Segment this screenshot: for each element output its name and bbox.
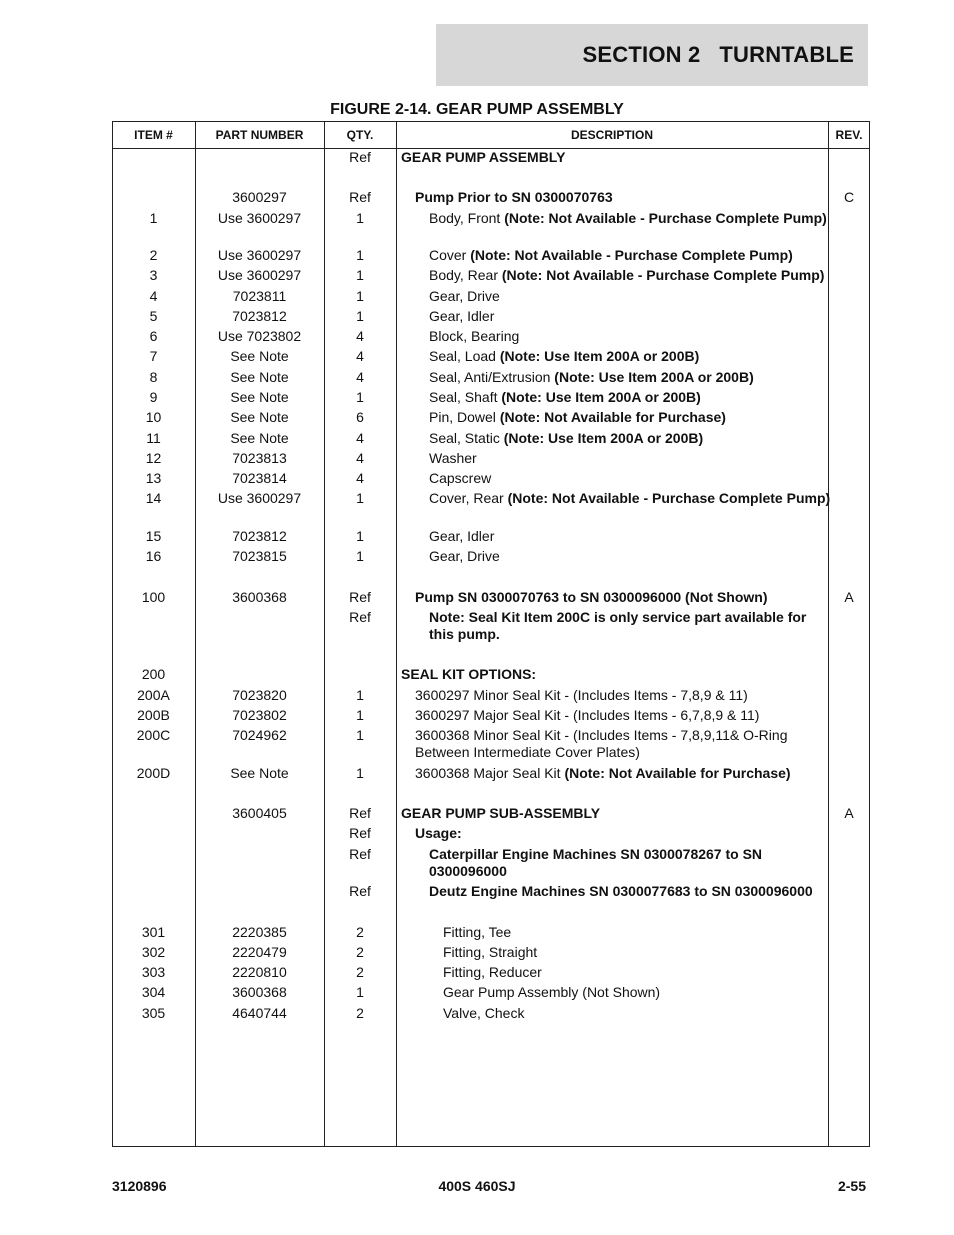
description: [429, 267, 831, 284]
part-number: 7023811: [232, 288, 287, 304]
item-number: 1: [149, 210, 158, 226]
description-text: SEAL KIT OPTIONS:: [401, 666, 537, 682]
item-number: 200C: [136, 727, 171, 743]
part-number: Use 7023802: [217, 328, 302, 344]
part-number: Use 3600297: [217, 267, 302, 283]
part-number: Use 3600297: [217, 490, 302, 506]
description-text: Usage:: [415, 825, 462, 841]
description: [429, 288, 831, 305]
quantity: Ref: [349, 805, 371, 821]
item-number: 305: [141, 1005, 166, 1021]
description-text: 3600368 Major Seal Kit: [415, 765, 565, 781]
description-text: Body, Front: [429, 210, 505, 226]
description-text: Gear, Idler: [429, 528, 495, 544]
description: [429, 369, 831, 386]
header-part-number: PART NUMBER: [215, 127, 304, 142]
description: [415, 707, 831, 724]
header-item: ITEM #: [134, 127, 173, 142]
item-number: 2: [149, 247, 158, 263]
quantity: Ref: [349, 609, 371, 625]
item-number: 14: [145, 490, 162, 506]
part-number: See Note: [230, 430, 289, 446]
description-text: Fitting, Reducer: [443, 964, 542, 980]
description: [429, 548, 831, 565]
description-text: Note: Seal Kit Item 200C is only service part available for this pump.: [429, 609, 811, 642]
description: [415, 589, 831, 606]
quantity: 1: [356, 308, 364, 324]
description-note: (Note: Use Item 200A or 200B): [503, 430, 704, 446]
description-note: (Note: Not Available - Purchase Complete Pump): [501, 267, 825, 283]
quantity: 2: [356, 1005, 364, 1021]
revision: A: [844, 805, 854, 821]
item-number: 304: [141, 984, 166, 1000]
description-text: Body, Rear: [429, 267, 502, 283]
item-number: 15: [145, 528, 162, 544]
part-number: 7023814: [232, 470, 287, 486]
part-number: 3600368: [232, 984, 287, 1000]
revision: C: [843, 189, 855, 205]
section-header-text: SECTION 2 TURNTABLE: [582, 42, 854, 67]
description-text: Pin, Dowel: [429, 409, 500, 425]
item-number: 4: [149, 288, 158, 304]
item-number: 9: [149, 389, 158, 405]
quantity: 1: [356, 389, 364, 405]
quantity: 1: [356, 548, 364, 564]
quantity: 4: [356, 328, 364, 344]
description-text: Pump SN 0300070763 to SN 0300096000 (Not Shown): [415, 589, 768, 605]
description-text: Deutz Engine Machines SN 0300077683 to SN 0300096000: [429, 883, 813, 899]
quantity: 1: [356, 247, 364, 263]
header-qty: QTY.: [346, 127, 374, 142]
part-number: 3600405: [232, 805, 287, 821]
description-text: Gear, Idler: [429, 308, 495, 324]
item-number: 303: [141, 964, 166, 980]
description-text: GEAR PUMP ASSEMBLY: [401, 149, 566, 165]
description: [429, 409, 831, 426]
description: [429, 430, 831, 447]
part-number: 2220385: [232, 924, 287, 940]
description: [429, 490, 831, 507]
quantity: 1: [356, 490, 364, 506]
quantity: 4: [356, 450, 364, 466]
description-text: 3600368 Minor Seal Kit - (Includes Items - 7,8,9,11& O-Ring Between Intermediate Cover Plates): [415, 727, 792, 760]
description-note: (Note: Use Item 200A or 200B): [554, 369, 754, 385]
quantity: 4: [356, 470, 364, 486]
part-number: 7023802: [232, 707, 287, 723]
description: [429, 348, 831, 365]
description: [429, 609, 831, 643]
description-text: GEAR PUMP SUB-ASSEMBLY: [401, 805, 601, 821]
part-number: 7024962: [232, 727, 287, 743]
quantity: 4: [356, 348, 364, 364]
item-number: 6: [149, 328, 158, 344]
item-number: 3: [149, 267, 158, 283]
description: [429, 210, 831, 227]
description: [401, 805, 831, 822]
description-note: (Note: Not Available - Purchase Complete Pump): [507, 490, 831, 506]
part-number: See Note: [230, 369, 289, 385]
item-number: 11: [146, 430, 161, 446]
revision: A: [844, 589, 854, 605]
part-number: See Note: [230, 765, 289, 781]
figure-title: FIGURE 2-14. GEAR PUMP ASSEMBLY: [330, 101, 624, 118]
part-number: See Note: [230, 389, 289, 405]
description: [415, 687, 831, 704]
description: [429, 883, 831, 900]
item-number: 12: [145, 450, 162, 466]
quantity: 1: [356, 267, 364, 283]
description-note: (Note: Not Available for Purchase): [564, 765, 791, 781]
quantity: 2: [356, 964, 364, 980]
quantity: 1: [356, 210, 364, 226]
description-text: Caterpillar Engine Machines SN 0300078267 to SN 0300096000: [429, 846, 766, 879]
item-number: 301: [141, 924, 166, 940]
item-number: 200B: [137, 707, 170, 723]
quantity: Ref: [349, 189, 371, 205]
quantity: 1: [356, 528, 364, 544]
part-number: 7023820: [232, 687, 287, 703]
header-description: DESCRIPTION: [570, 127, 653, 142]
footer-model: 400S 460SJ: [438, 1178, 516, 1194]
description: [415, 765, 831, 782]
quantity: 1: [356, 765, 364, 781]
description: [443, 944, 831, 961]
description-text: 3600297 Minor Seal Kit - (Includes Items - 7,8,9 & 11): [415, 687, 748, 703]
description: [443, 984, 831, 1001]
description-text: Seal, Anti/Extrusion: [429, 369, 555, 385]
item-number: 200D: [136, 765, 171, 781]
quantity: Ref: [349, 846, 371, 862]
description: [429, 308, 831, 325]
description-text: Capscrew: [429, 470, 492, 486]
part-number: 7023813: [232, 450, 287, 466]
column-divider: [396, 121, 397, 1147]
item-number: 7: [149, 348, 158, 364]
description-text: Gear, Drive: [429, 548, 500, 564]
description: [443, 1005, 831, 1022]
item-number: 200A: [137, 687, 170, 703]
footer-doc-number: 3120896: [112, 1178, 167, 1194]
part-number: 7023812: [232, 308, 287, 324]
item-number: 16: [145, 548, 162, 564]
description-note: (Note: Use Item 200A or 200B): [499, 348, 700, 364]
quantity: Ref: [349, 825, 371, 841]
quantity: 1: [356, 984, 364, 1000]
description-text: Cover: [429, 247, 471, 263]
quantity: Ref: [349, 883, 371, 899]
description-text: Gear Pump Assembly (Not Shown): [443, 984, 661, 1000]
description: [429, 528, 831, 545]
part-number: 4640744: [232, 1005, 287, 1021]
part-number: 2220810: [232, 964, 287, 980]
part-number: 3600368: [232, 589, 287, 605]
part-number: Use 3600297: [217, 210, 302, 226]
description: [401, 149, 831, 166]
description: [415, 189, 831, 206]
part-number: 7023812: [232, 528, 287, 544]
quantity: 4: [356, 369, 364, 385]
part-number: 3600297: [232, 189, 287, 205]
quantity: 1: [356, 727, 364, 743]
footer-page-number: 2-55: [837, 1178, 866, 1194]
quantity: Ref: [349, 589, 371, 605]
description-text: Cover, Rear: [429, 490, 508, 506]
description-text: Block, Bearing: [429, 328, 520, 344]
description: [429, 247, 831, 264]
description-text: Seal, Shaft: [429, 389, 502, 405]
description-text: Seal, Static: [429, 430, 504, 446]
description-note: (Note: Not Available - Purchase Complete Pump): [504, 210, 827, 226]
description: [443, 924, 831, 941]
description: [401, 666, 831, 683]
description-text: Valve, Check: [443, 1005, 525, 1021]
item-number: 302: [141, 944, 166, 960]
description: [429, 846, 831, 880]
description-text: Fitting, Tee: [443, 924, 512, 940]
description-text: Seal, Load: [429, 348, 500, 364]
item-number: 100: [141, 589, 166, 605]
part-number: See Note: [230, 348, 289, 364]
description: [429, 328, 831, 345]
item-number: 13: [145, 470, 162, 486]
description-note: (Note: Not Available for Purchase): [499, 409, 726, 425]
quantity: Ref: [349, 149, 371, 165]
description-text: 3600297 Major Seal Kit - (Includes Items - 6,7,8,9 & 11): [415, 707, 760, 723]
description-text: Gear, Drive: [429, 288, 500, 304]
item-number: 10: [145, 409, 162, 425]
quantity: 1: [356, 687, 364, 703]
description: [443, 964, 831, 981]
description-text: Washer: [429, 450, 477, 466]
quantity: 1: [356, 288, 364, 304]
quantity: 1: [356, 707, 364, 723]
description: [429, 470, 831, 487]
part-number: See Note: [230, 409, 289, 425]
description: [415, 825, 831, 842]
item-number: 5: [149, 308, 158, 324]
description-text: Fitting, Straight: [443, 944, 538, 960]
description-note: (Note: Use Item 200A or 200B): [501, 389, 701, 405]
description: [415, 727, 831, 761]
description: [429, 389, 831, 406]
description: [429, 450, 831, 467]
part-number: Use 3600297: [217, 247, 302, 263]
description-text: Pump Prior to SN 0300070763: [415, 189, 613, 205]
quantity: 6: [356, 409, 364, 425]
item-number: 8: [149, 369, 158, 385]
quantity: 2: [356, 924, 364, 940]
description-note: (Note: Not Available - Purchase Complete Pump): [470, 247, 793, 263]
quantity: 2: [356, 944, 364, 960]
quantity: 4: [356, 430, 364, 446]
header-rev: REV.: [835, 127, 863, 142]
part-number: 2220479: [232, 944, 287, 960]
section-header: [436, 24, 868, 86]
part-number: 7023815: [232, 548, 287, 564]
item-number: 200: [141, 666, 166, 682]
